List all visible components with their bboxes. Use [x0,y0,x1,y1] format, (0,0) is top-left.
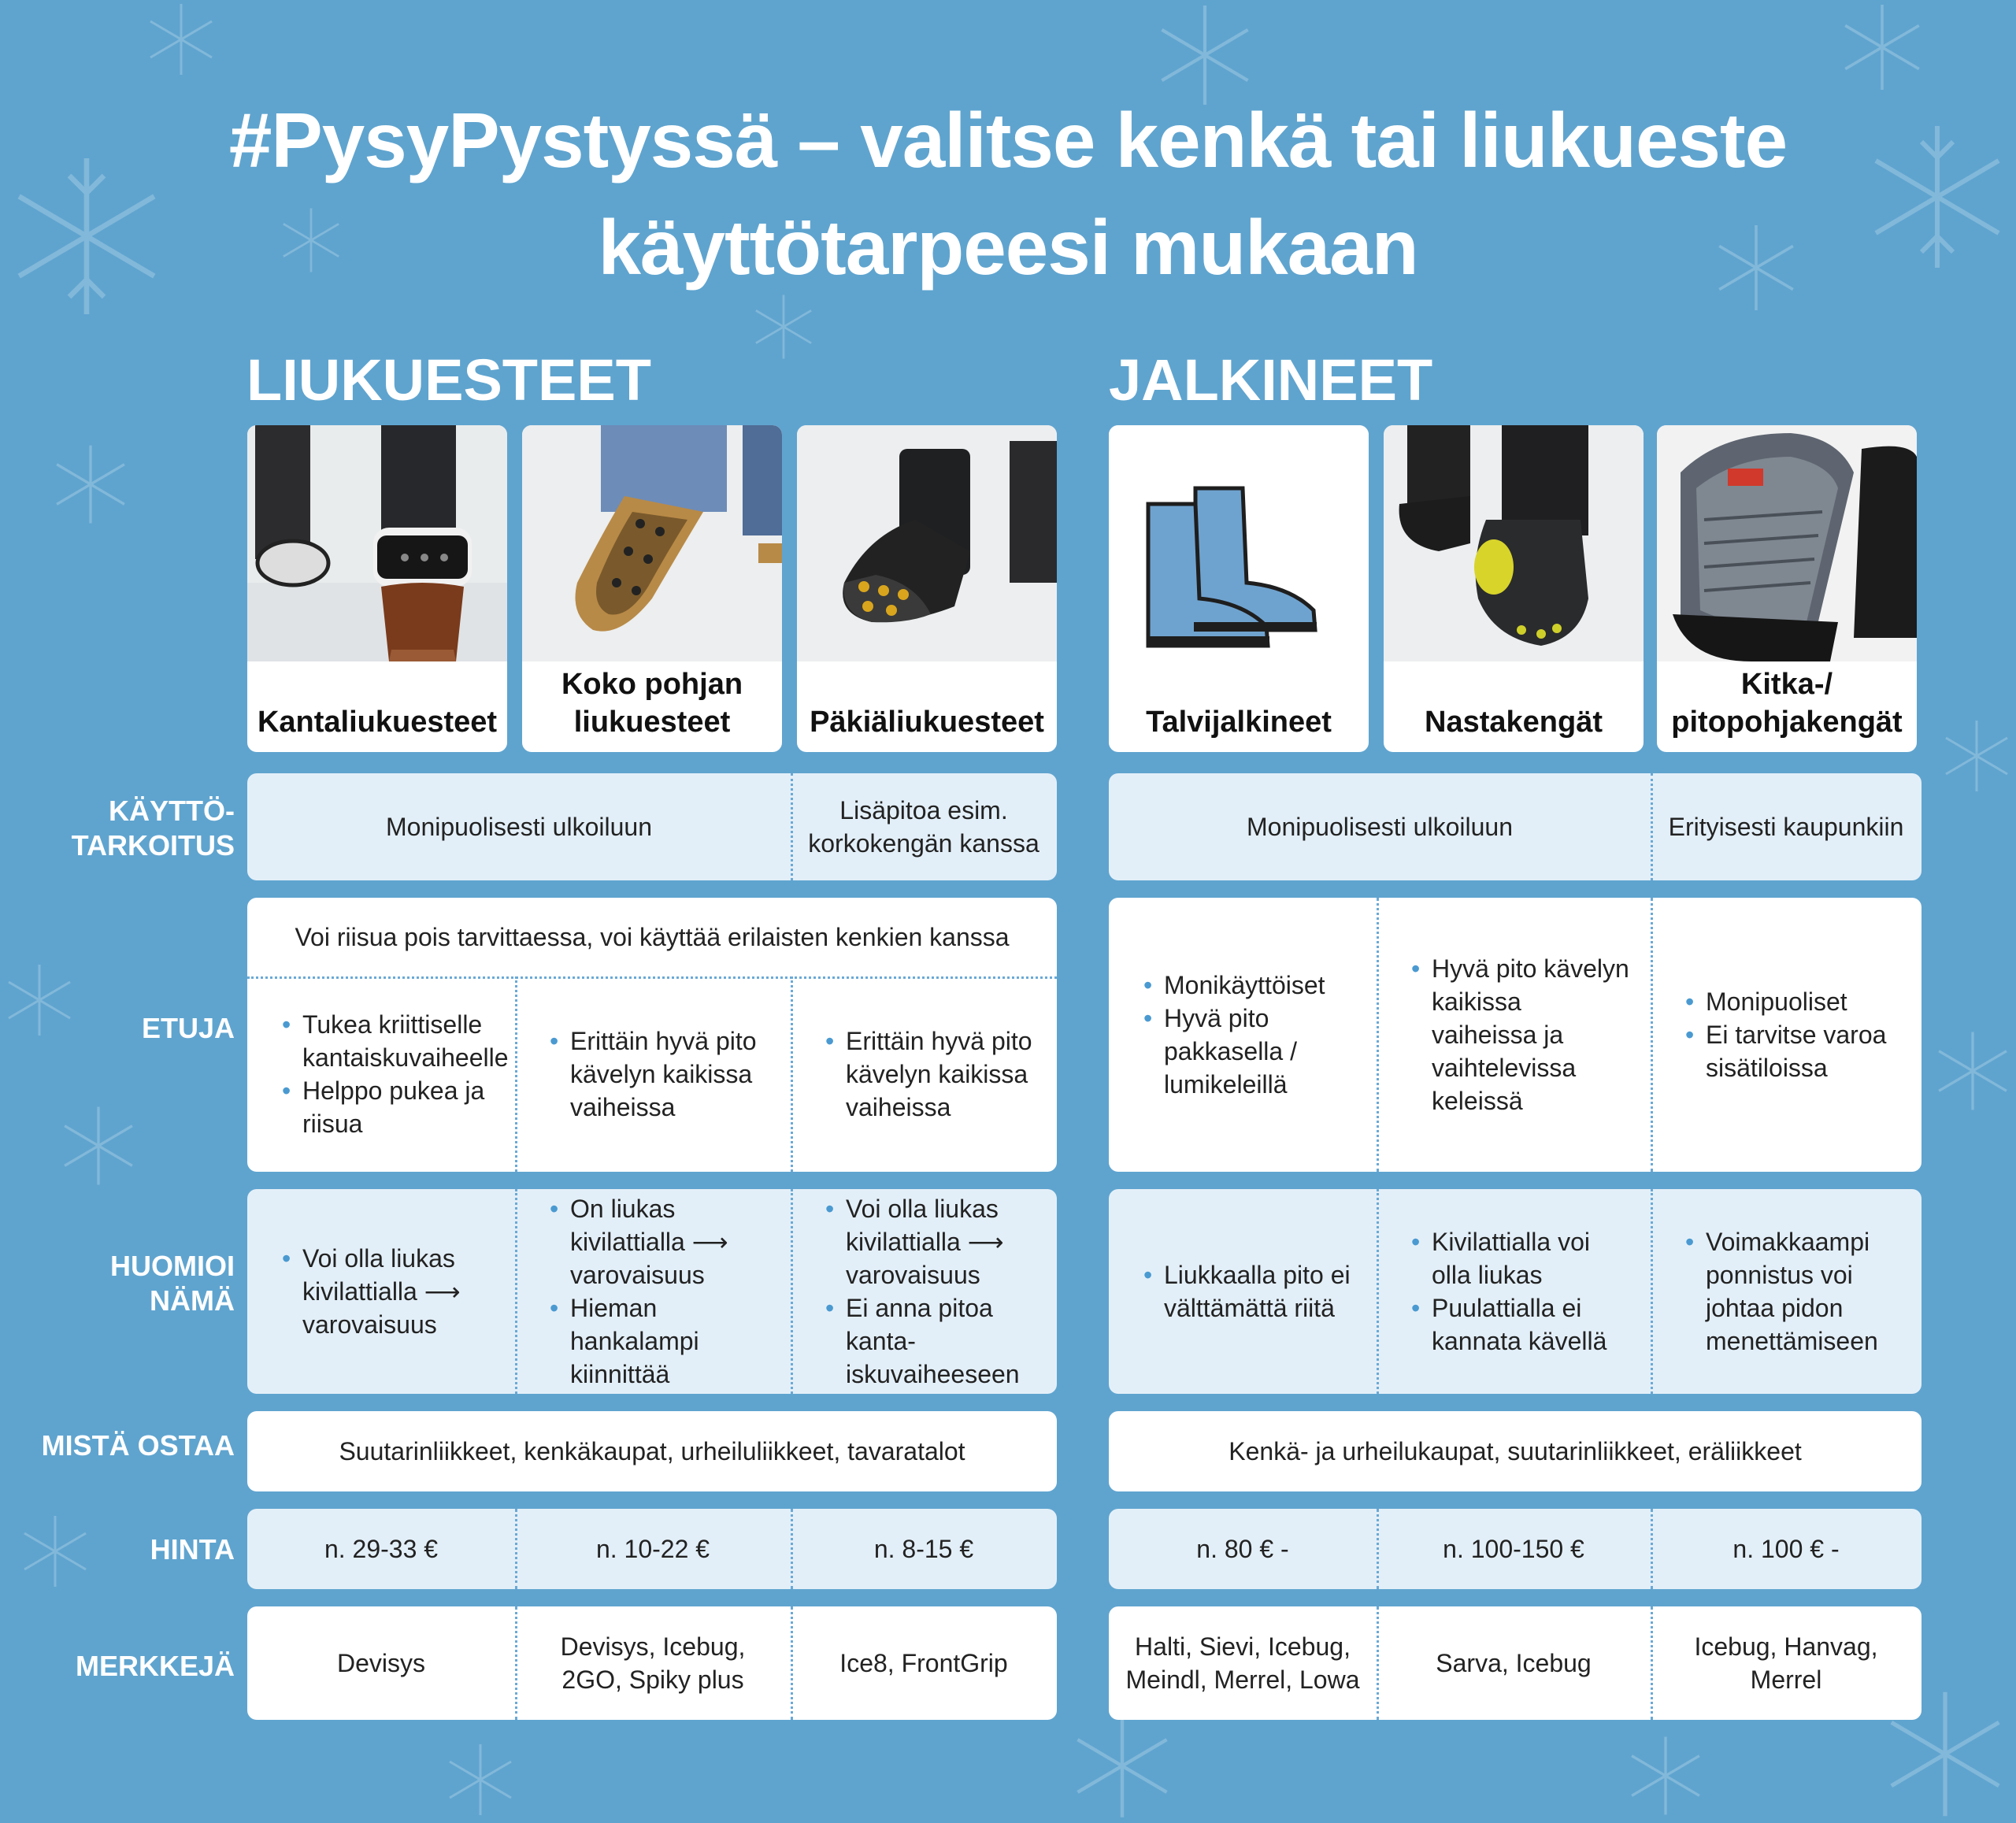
brand-cell: Halti, Sievi, Icebug, Meindl, Merrel, Lowa [1125,1632,1360,1694]
bullet-list [825,1192,1040,1391]
bullet-item: • On liukas kivilattialla ⟶ varovaisuus [550,1192,773,1291]
row-label-mista-ostaa: MISTÄ OSTAA [41,1429,235,1462]
bullet-list [282,1242,498,1341]
mista-ostaa-panel-right [1109,1411,1922,1491]
forefoot-cleat-photo [797,425,1057,661]
bullet-list [1685,1225,1904,1358]
card-label: Koko pohjan liukuesteet [561,668,743,739]
price-cell: n. 80 € - [1196,1535,1289,1563]
kayttotarkoitus-panel-left [247,773,1057,880]
section-title-liukuesteet: LIUKUESTEET [246,347,651,413]
huomioi-cell [247,1189,515,1394]
bullet-list [1143,969,1359,1101]
hinta-panel-right [1109,1509,1922,1589]
bullet-item: • Erittäin hyvä pito kävelyn kaikissa vaiheissa [550,1025,773,1124]
etuja-panel-right [1109,898,1922,1172]
bullet-list [825,1025,1040,1124]
kayttotarkoitus-panel-right [1109,773,1922,880]
brand-cell: Devisys [336,1649,425,1677]
product-card-nastakengat [1384,425,1644,752]
mista-ostaa-panel-left [247,1411,1057,1491]
price-cell: n. 10-22 € [595,1535,710,1563]
bullet-item: • Voimakkaampi ponnistus voi johtaa pidon menettämiseen [1685,1225,1904,1358]
snowflake-icon [441,1740,520,1819]
bullet-item: • Puulattialla ei kannata kävellä [1411,1291,1633,1358]
kayttotarkoitus-cell: Monipuolisesti ulkoiluun [1247,813,1513,841]
product-card-koko-pohjan [522,425,782,752]
product-card-pakialiukuesteet [797,425,1057,752]
bullet-list [1685,985,1904,1084]
product-card-kantaliukuesteet [247,425,507,752]
grip-sole-shoe-photo [1657,425,1917,661]
merkkeja-panel-right [1109,1606,1922,1720]
bullet-list [550,1192,773,1391]
bullet-item: • Erittäin hyvä pito kävelyn kaikissa vaiheissa [825,1025,1040,1124]
snowflake-icon [55,1102,142,1189]
bullet-list [1411,952,1633,1117]
brand-cell: Icebug, Hanvag, Merrel [1694,1632,1878,1694]
page-title [0,87,2016,301]
brand-cell: Sarva, Icebug [1436,1649,1592,1677]
bullet-item: • Kivilattialla voi olla liukas [1411,1225,1633,1291]
bullet-item: • Voi olla liukas kivilattialla ⟶ varovaisuus [282,1242,498,1341]
row-label-hinta: HINTA [150,1533,235,1565]
bullet-item: • Monipuoliset [1685,985,1904,1018]
price-cell: n. 8-15 € [873,1535,974,1563]
huomioi-cell [1651,1189,1922,1394]
snowflake-icon [1063,1709,1181,1823]
snowflake-icon [1929,992,2016,1150]
card-label: Päkiäliukuesteet [810,706,1044,739]
kayttotarkoitus-cell: Erityisesti kaupunkiin [1668,813,1904,841]
etuja-panel-left [247,898,1057,1172]
merkkeja-panel-left [247,1606,1057,1720]
kayttotarkoitus-cell: Monipuolisesti ulkoiluun [386,813,652,841]
brand-cell: Ice8, FrontGrip [839,1649,1008,1677]
etuja-cell [247,976,515,1172]
card-label: Kantaliukuesteet [257,706,498,739]
bullet-item: • Liukkaalla pito ei välttämättä riitä [1143,1258,1359,1325]
bullet-list [1411,1225,1633,1358]
heel-cleat-photo [247,425,507,661]
huomioi-cell [1377,1189,1651,1394]
card-label: Kitka-/ pitopohjakengät [1671,668,1903,739]
mista-ostaa-cell: Kenkä- ja urheilukaupat, suutarinliikkeet, eräliikkeet [1228,1437,1802,1465]
snowflake-icon [47,441,134,528]
row-label-huomioi: HUOMIOI NÄMÄ [110,1250,235,1317]
price-cell: n. 29-33 € [324,1535,439,1563]
bullet-list [282,1008,509,1140]
bullet-list [550,1025,773,1124]
mista-ostaa-cell: Suutarinliikkeet, kenkäkaupat, urheiluliikkeet, tavaratalot [339,1437,965,1465]
bullet-item: • Tukea kriittiselle kantaiskuvaiheelle [282,1008,509,1074]
section-title-jalkineet: JALKINEET [1109,347,1433,413]
huomioi-cell [791,1189,1057,1394]
etuja-cell [1109,898,1377,1172]
product-card-talvijalkineet [1109,425,1369,752]
snowflake-icon [1937,693,2016,819]
snowflake-icon [142,0,220,79]
huomioi-cell [515,1189,791,1394]
bullet-item: • Monikäyttöiset [1143,969,1359,1002]
product-card-kitka-pitopohjakengat [1657,425,1917,752]
etuja-cell [1377,898,1651,1172]
full-sole-traction-photo [522,425,782,661]
hinta-panel-left [247,1509,1057,1589]
studded-shoe-photo [1384,425,1644,661]
price-cell: n. 100-150 € [1443,1535,1584,1563]
etuja-common-header: Voi riisua pois tarvittaessa, voi käyttää erilaisten kenkien kanssa [295,923,1010,951]
card-label: Nastakengät [1425,706,1603,739]
bullet-item: • Ei anna pitoa kanta- iskuvaiheeseen [825,1291,1040,1391]
bullet-item: • Hieman hankalampi kiinnittää [550,1291,773,1391]
row-label-merkkeja: MERKKEJÄ [75,1650,235,1682]
snowflake-icon [1622,1732,1709,1819]
huomioi-cell [1109,1189,1377,1394]
bullet-item: • Helppo pukea ja riisua [282,1074,509,1140]
etuja-cell [515,976,791,1172]
title-line-2: käyttötarpeesi mukaan [598,204,1418,291]
huomioi-panel-left [247,1189,1057,1394]
huomioi-panel-right [1109,1189,1922,1394]
row-label-etuja: ETUJA [141,1012,235,1044]
card-label: Talvijalkineet [1146,706,1332,739]
row-label-kayttotarkoitus: KÄYTTÖ- TARKOITUS [71,795,235,861]
price-cell: n. 100 € - [1732,1535,1840,1563]
bullet-list [1143,1258,1359,1325]
winter-boots-illustration [1109,425,1369,661]
etuja-cell [1651,898,1922,1172]
snowflake-icon [1835,0,1929,94]
bullet-item: • Voi olla liukas kivilattialla ⟶ varovaisuus [825,1192,1040,1291]
bullet-item: • Hyvä pito kävelyn kaikissa vaiheissa ja vaihtelevissa keleissä [1411,952,1633,1117]
bullet-item: • Ei tarvitse varoa sisätiloissa [1685,1018,1904,1084]
etuja-cell [791,976,1057,1172]
title-line-1: #PysyPystyssä – valitse kenkä tai liukueste [228,97,1788,183]
brand-cell: Devisys, Icebug, 2GO, Spiky plus [560,1632,746,1694]
bullet-item: • Hyvä pito pakkasella / lumikeleillä [1143,1002,1359,1101]
kayttotarkoitus-cell: Lisäpitoa esim. korkokengän kanssa [808,796,1040,858]
snowflake-icon [748,291,819,362]
